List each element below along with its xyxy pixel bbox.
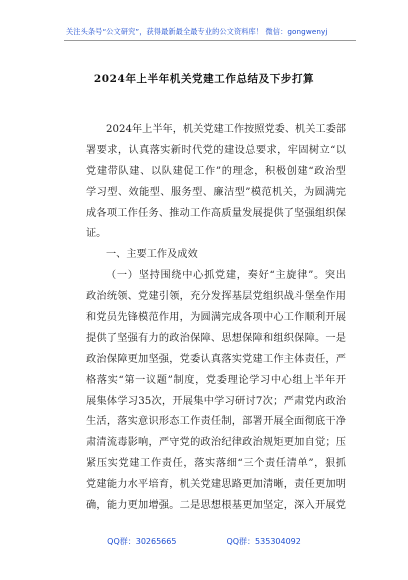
body-line: 展集体学习35次，开展集中学习研讨7次；严肃党内政治 [86,395,346,407]
body-line: 格落实“第一议题”制度，党委理论学习中心组上半年开 [86,374,346,386]
body-line: 署要求，认真落实新时代党的建设总要求，牢固树立“以 [86,144,346,156]
footer-contacts [0,536,408,547]
body-line: 证。 [86,228,107,240]
body-line: 生活，落实意识形态工作责任制，部署开展全面彻底干净 [86,416,346,428]
section-heading: 一、主要工作及成效 [106,249,198,261]
body-line: 学习型、效能型、服务型、廉洁型”模范机关，为圆满完 [86,186,346,198]
body-line: 党建能力水平培育，机关党建思路更加清晰，责任更加明 [86,479,346,491]
body-line: （一）坚持围绕中心抓党建，奏好“主旋律”。突出 [106,270,346,282]
body-line: 政治保障更加坚强，党委认真落实党建工作主体责任，严 [86,353,346,365]
body-line: 成各项工作任务、推动工作高质量发展提供了坚强组织保 [86,207,346,219]
document-body [86,120,346,517]
body-line: 党建带队建、以队建促工作”的理念，积极创建“政治型 [86,165,346,177]
footer-qq-group-1: QQ群：30265665 [107,537,177,546]
body-line: 和党员先锋模范作用，为圆满完成各项中心工作顺利开展 [86,312,346,324]
document-title: 2024年上半年机关党建工作总结及下步打算 [93,73,315,85]
body-line: 2024年上半年，机关党建工作按照党委、机关工委部 [106,124,346,135]
footer-qq-group-2: QQ群：535304092 [226,537,301,546]
body-line: 提供了坚强有力的政治保障、思想保障和组织保障。一是 [86,332,346,344]
header-notice: 关注头条号“公文研究”，获得最新最全最专业的公文资料库！ 微信：gongwenyj [66,27,328,36]
header-divider [64,40,356,41]
body-line: 政治统领、党建引领，充分发挥基层党组织战斗堡垒作用 [86,291,346,303]
body-line: 确，能力更加增强。二是思想根基更加坚定，深入开展党 [86,500,346,512]
body-line: 肃清流毒影响，严守党的政治纪律政治规矩更加自觉；压 [86,437,346,449]
body-line: 紧压实党建工作责任，落实落细“三个责任清单”，狠抓 [86,458,346,470]
